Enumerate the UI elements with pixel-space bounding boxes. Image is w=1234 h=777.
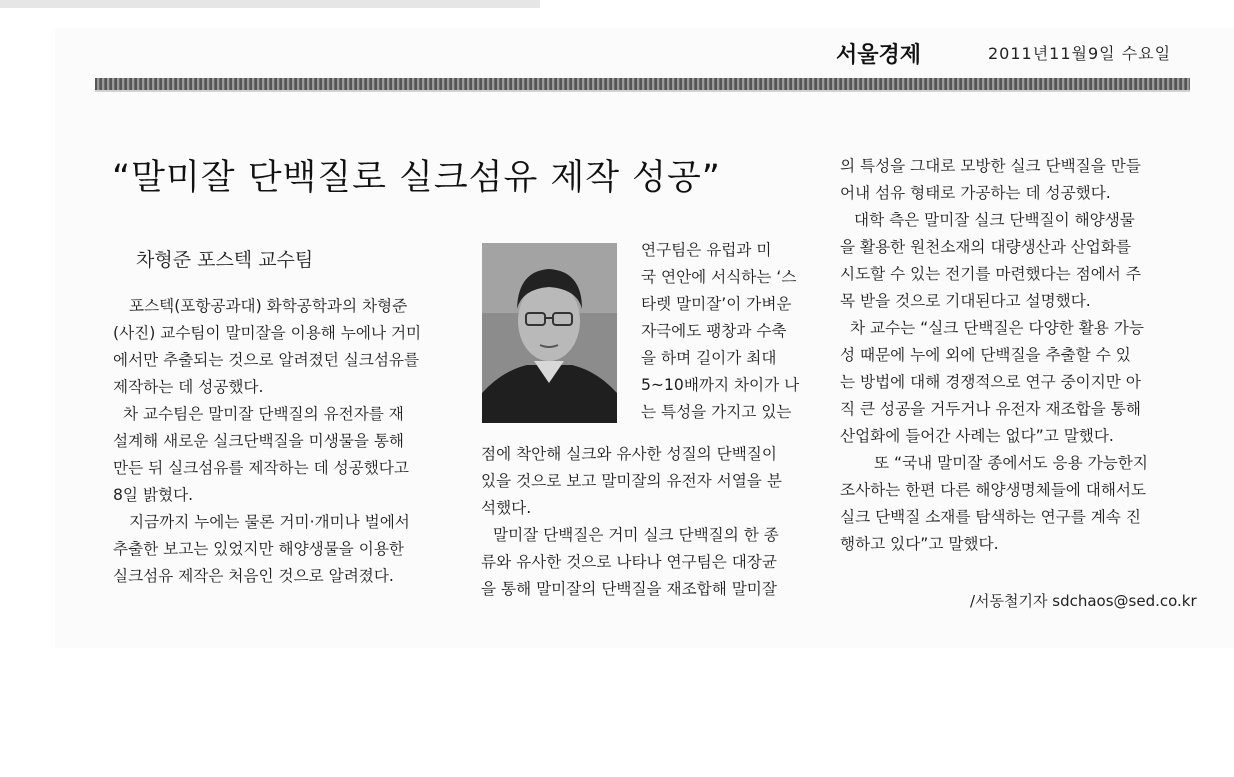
text-line: 시도할 수 있는 전기를 마련했다는 점에서 주 (840, 265, 1141, 283)
text-line: 조사하는 한편 다른 해양생명체들에 대해서도 (840, 481, 1147, 499)
text-line: 을 통해 말미잘의 단백질을 재조합해 말미잘 (481, 580, 777, 598)
text-line: 8일 밝혔다. (113, 486, 194, 504)
professor-photo (482, 243, 617, 423)
subheadline: 차형준 포스텍 교수팀 (136, 249, 314, 271)
dateline: 2011년11월9일 수요일 (988, 44, 1172, 63)
text-line: 말미잘 단백질은 거미 실크 단백질의 한 종 (493, 526, 779, 544)
text-line: (사진) 교수팀이 말미잘을 이용해 누에나 거미 (113, 324, 422, 342)
text-line: 추출한 보고는 있었지만 해양생물을 이용한 (113, 540, 404, 558)
text-line: 제작하는 데 성공했다. (113, 378, 264, 396)
article-column-1 (113, 293, 443, 590)
text-line: 포스텍(포항공과대) 화학공학과의 차형준 (129, 297, 408, 315)
reporter-byline: /서동철기자 sdchaos@sed.co.kr (970, 592, 1197, 610)
scan-edge (0, 0, 540, 8)
text-line: 에서만 추출되는 것으로 알려졌던 실크섬유를 (113, 351, 420, 369)
header-rule-shadow (95, 90, 1190, 92)
text-line: 석했다. (481, 499, 532, 517)
text-line: 자극에도 팽창과 수축 (641, 322, 787, 340)
text-line: 점에 착안해 실크와 유사한 성질의 단백질이 (481, 445, 777, 463)
text-line: 5~10배까지 차이가 나 (641, 376, 800, 394)
text-line: 성 때문에 누에 외에 단백질을 추출할 수 있 (840, 346, 1131, 364)
text-line: 산업화에 들어간 사례는 없다”고 말했다. (840, 427, 1114, 445)
text-line: 어내 섬유 형태로 가공하는 데 성공했다. (840, 184, 1111, 202)
text-line: 설계해 새로운 실크단백질을 미생물을 통해 (113, 432, 404, 450)
text-line: 국 연안에 서식하는 ‘스 (641, 268, 797, 286)
text-line: 대학 측은 말미잘 실크 단백질이 해양생물 (854, 211, 1135, 229)
text-line: 의 특성을 그대로 모방한 실크 단백질을 만들 (840, 157, 1141, 175)
text-line: 지금까지 누에는 물론 거미·개미나 벌에서 (129, 513, 410, 531)
text-line: 는 특성을 가지고 있는 (641, 403, 792, 421)
text-line: 타렛 말미잘’이 가벼운 (641, 295, 792, 313)
text-line: 류와 유사한 것으로 나타나 연구팀은 대장균 (481, 553, 777, 571)
text-line: 을 활용한 원천소재의 대량생산과 산업화를 (840, 238, 1131, 256)
text-line: 실크섬유 제작은 처음인 것으로 알려졌다. (113, 567, 394, 585)
headline: “말미잘 단백질로 실크섬유 제작 성공” (112, 158, 721, 198)
text-line: 직 큰 성공을 거두거나 유전자 재조합을 통해 (840, 400, 1141, 418)
text-line: 실크 단백질 소재를 탐색하는 연구를 계속 진 (840, 508, 1141, 526)
text-line: 는 방법에 대해 경쟁적으로 연구 중이지만 아 (840, 373, 1141, 391)
article-column-2-bottom (481, 441, 809, 603)
text-line: 연구팀은 유럽과 미 (641, 241, 772, 259)
text-line: 목 받을 것으로 기대된다고 설명했다. (840, 292, 1091, 310)
text-line: 있을 것으로 보고 말미잘의 유전자 서열을 분 (481, 472, 782, 490)
header-rule (95, 78, 1190, 90)
article-column-3 (840, 153, 1180, 558)
masthead: 서울경제 (836, 43, 922, 68)
article-column-2-top (641, 237, 806, 426)
text-line: 을 하며 길이가 최대 (641, 349, 777, 367)
text-line: 차 교수는 “실크 단백질은 다양한 활용 가능 (850, 319, 1144, 337)
text-line: 또 “국내 말미잘 종에서도 응용 가능한지 (874, 454, 1148, 472)
text-line: 차 교수팀은 말미잘 단백질의 유전자를 재 (123, 405, 404, 423)
text-line: 만든 뒤 실크섬유를 제작하는 데 성공했다고 (113, 459, 409, 477)
text-line: 행하고 있다”고 말했다. (840, 535, 999, 553)
